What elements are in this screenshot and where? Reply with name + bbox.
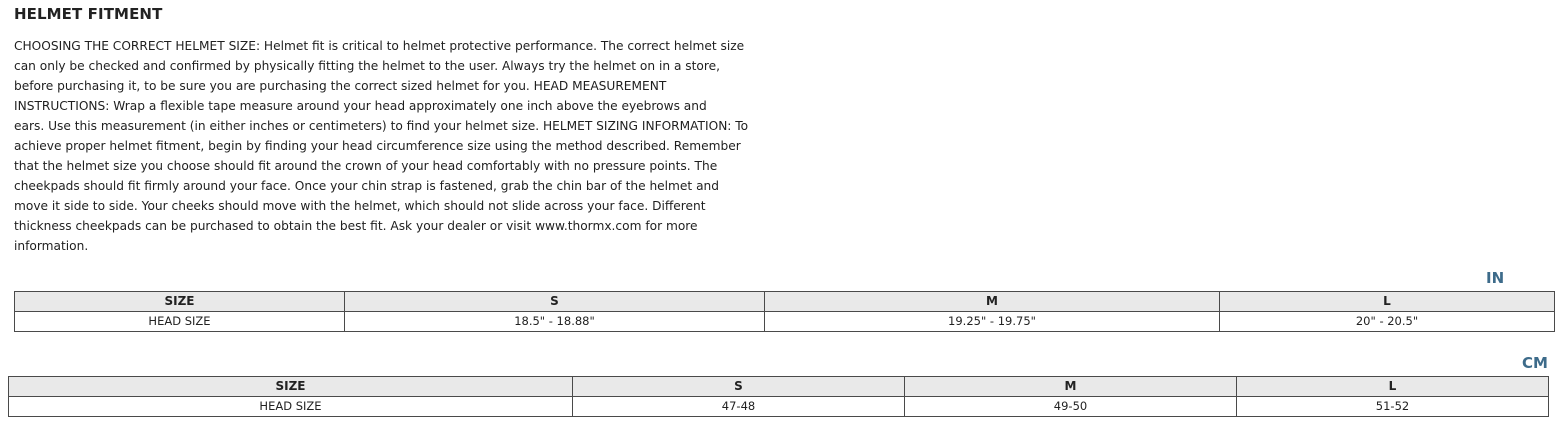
instructions-line: cheekpads should fit firmly around your face. Once your chin strap is fastened, grab the chin bar of the helmet and <box>14 179 720 193</box>
instructions-line: move it side to side. Your cheeks should move with the helmet, which should not slide across your face. Different <box>14 199 706 213</box>
column-header-size: SIZE <box>15 292 345 312</box>
unit-label-centimeters: CM <box>1522 354 1548 372</box>
instructions-line: information. <box>14 239 89 253</box>
cell-size-s: 47-48 <box>573 397 905 417</box>
instructions-line: ears. Use this measurement (in either inches or centimeters) to find your helmet size. HELMET SIZING INFORMATION: To <box>14 119 749 133</box>
instructions-line: thickness cheekpads can be purchased to obtain the best fit. Ask your dealer or visit www.thormx.com for more <box>14 219 698 233</box>
column-header-l: L <box>1220 292 1555 312</box>
size-table-inches <box>14 291 1555 332</box>
instructions-line: CHOOSING THE CORRECT HELMET SIZE: Helmet fit is critical to helmet protective performance. The correct helmet size <box>14 39 745 53</box>
instructions-line: before purchasing it, to be sure you are purchasing the correct sized helmet for you. HEAD MEASUREMENT <box>14 79 667 93</box>
cell-size-l: 20" - 20.5" <box>1220 312 1555 332</box>
column-header-s: S <box>573 377 905 397</box>
column-header-size: SIZE <box>9 377 573 397</box>
row-label-head-size: HEAD SIZE <box>15 312 345 332</box>
column-header-l: L <box>1237 377 1549 397</box>
table-header-row <box>9 377 1549 397</box>
size-table-centimeters <box>8 376 1549 417</box>
cell-size-m: 19.25" - 19.75" <box>765 312 1220 332</box>
column-header-m: M <box>765 292 1220 312</box>
instructions-line: can only be checked and confirmed by physically fitting the helmet to the user. Always try the helmet on in a store, <box>14 59 720 73</box>
instructions-line: that the helmet size you choose should fit around the crown of your head comfortably with no pressure points. The <box>14 159 718 173</box>
cell-size-l: 51-52 <box>1237 397 1549 417</box>
row-label-head-size: HEAD SIZE <box>9 397 573 417</box>
instructions-line: achieve proper helmet fitment, begin by finding your head circumference size using the method described. Remember <box>14 139 741 153</box>
cell-size-m: 49-50 <box>905 397 1237 417</box>
page-title: HELMET FITMENT <box>14 5 163 23</box>
instructions-line: INSTRUCTIONS: Wrap a flexible tape measure around your head approximately one inch above the eyebrows and <box>14 99 707 113</box>
column-header-s: S <box>345 292 765 312</box>
cell-size-s: 18.5" - 18.88" <box>345 312 765 332</box>
column-header-m: M <box>905 377 1237 397</box>
fitment-instructions <box>14 36 774 256</box>
table-header-row <box>15 292 1555 312</box>
table-row <box>9 397 1549 417</box>
unit-label-inches: IN <box>1486 269 1505 287</box>
table-row <box>15 312 1555 332</box>
